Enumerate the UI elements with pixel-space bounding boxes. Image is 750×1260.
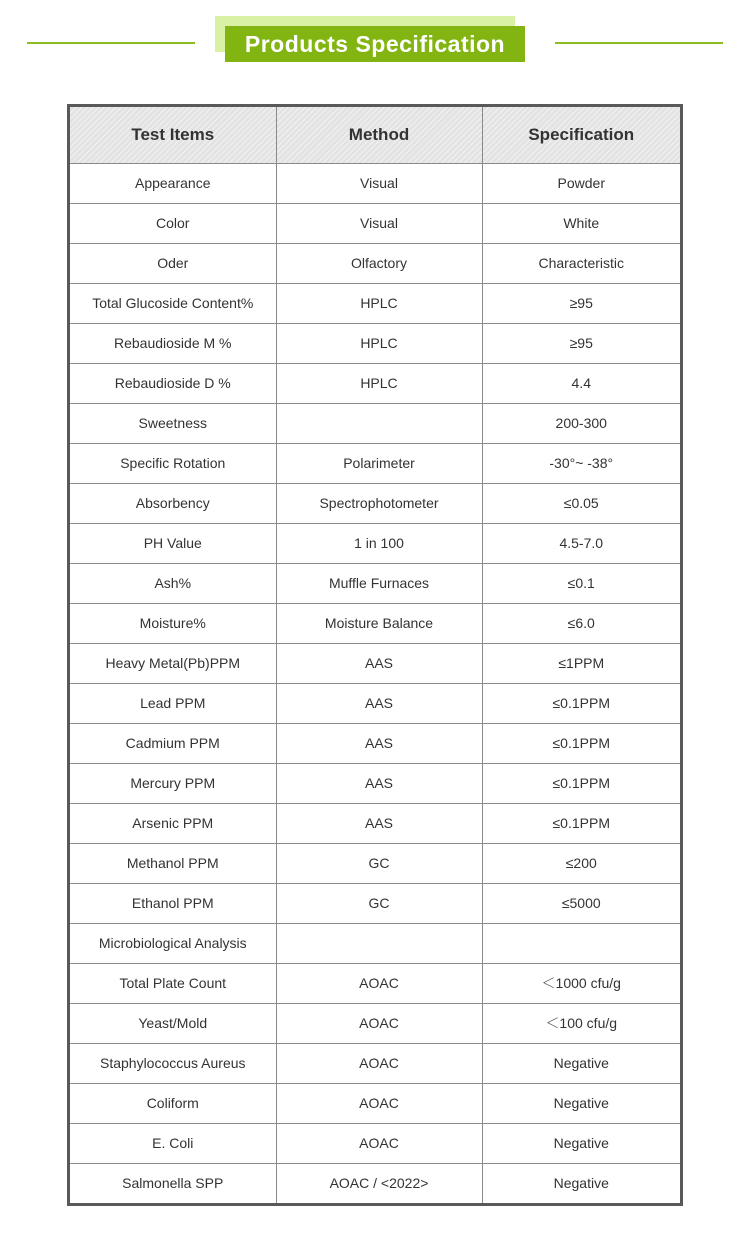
test-item-cell: Rebaudioside D % [70,363,276,403]
method-cell: Polarimeter [276,443,482,483]
method-cell: AOAC [276,1123,482,1163]
table-row [70,1123,680,1163]
table-row [70,563,680,603]
method-cell: Muffle Furnaces [276,563,482,603]
test-item-cell: Heavy Metal(Pb)PPM [70,643,276,683]
test-item-cell: Sweetness [70,403,276,443]
specification-cell: Negative [482,1043,680,1083]
test-item-cell: Ethanol PPM [70,883,276,923]
test-item-cell: Moisture% [70,603,276,643]
specification-cell: ≤200 [482,843,680,883]
table-row [70,443,680,483]
test-item-cell: Ash% [70,563,276,603]
table-row [70,883,680,923]
table-row [70,203,680,243]
test-item-cell: Total Plate Count [70,963,276,1003]
method-cell: Olfactory [276,243,482,283]
test-item-cell: PH Value [70,523,276,563]
method-cell: AAS [276,803,482,843]
specification-cell: ≤0.1PPM [482,723,680,763]
method-cell: AAS [276,763,482,803]
method-cell: AAS [276,683,482,723]
method-cell: GC [276,883,482,923]
table-row [70,803,680,843]
method-cell: Visual [276,203,482,243]
table-row [70,923,680,963]
method-cell: AAS [276,723,482,763]
method-cell: HPLC [276,283,482,323]
specification-cell: 4.4 [482,363,680,403]
table-row [70,963,680,1003]
method-cell: AOAC [276,1043,482,1083]
table-row [70,643,680,683]
test-item-cell: Mercury PPM [70,763,276,803]
table-row [70,483,680,523]
table-row [70,523,680,563]
method-cell: AOAC / <2022> [276,1163,482,1203]
test-item-cell: Appearance [70,163,276,203]
table-row [70,603,680,643]
specification-cell: White [482,203,680,243]
method-cell [276,403,482,443]
specification-cell: Powder [482,163,680,203]
spec-table [70,107,680,1203]
specification-cell [482,923,680,963]
test-item-cell: Staphylococcus Aureus [70,1043,276,1083]
test-item-cell: Color [70,203,276,243]
method-cell: AAS [276,643,482,683]
method-cell: HPLC [276,323,482,363]
header-test-items: Test Items [70,107,276,163]
test-item-cell: Absorbency [70,483,276,523]
method-cell [276,923,482,963]
table-row [70,1083,680,1123]
test-item-cell: Rebaudioside M % [70,323,276,363]
method-cell: GC [276,843,482,883]
header-method: Method [276,107,482,163]
specification-cell: 200-300 [482,403,680,443]
table-row [70,683,680,723]
method-cell: Spectrophotometer [276,483,482,523]
specification-cell: ≤5000 [482,883,680,923]
table-body [70,163,680,1203]
specification-cell: ≥95 [482,323,680,363]
test-item-cell: Microbiological Analysis [70,923,276,963]
test-item-cell: Arsenic PPM [70,803,276,843]
table-row [70,763,680,803]
specification-cell: -30°~ -38° [482,443,680,483]
method-cell: Visual [276,163,482,203]
test-item-cell: Cadmium PPM [70,723,276,763]
test-item-cell: E. Coli [70,1123,276,1163]
table-row [70,323,680,363]
method-cell: AOAC [276,1083,482,1123]
specification-cell: Negative [482,1083,680,1123]
test-item-cell: Lead PPM [70,683,276,723]
test-item-cell: Oder [70,243,276,283]
specification-cell: Characteristic [482,243,680,283]
specification-cell: ≤0.1PPM [482,763,680,803]
spec-table-frame [67,104,683,1206]
table-row [70,843,680,883]
specification-cell: ≤0.1PPM [482,683,680,723]
title-decor-line-right [555,42,723,44]
method-cell: 1 in 100 [276,523,482,563]
specification-cell: ≤6.0 [482,603,680,643]
table-row [70,403,680,443]
method-cell: HPLC [276,363,482,403]
method-cell: AOAC [276,1003,482,1043]
header-specification: Specification [482,107,680,163]
title-banner [215,16,525,62]
method-cell: Moisture Balance [276,603,482,643]
specification-cell: ＜100 cfu/g [482,1003,680,1043]
test-item-cell: Total Glucoside Content% [70,283,276,323]
specification-cell: 4.5-7.0 [482,523,680,563]
test-item-cell: Specific Rotation [70,443,276,483]
table-row [70,1163,680,1203]
table-row [70,163,680,203]
test-item-cell: Yeast/Mold [70,1003,276,1043]
specification-cell: ≤1PPM [482,643,680,683]
test-item-cell: Coliform [70,1083,276,1123]
title-decor-line-left [27,42,195,44]
test-item-cell: Methanol PPM [70,843,276,883]
table-row [70,723,680,763]
specification-cell: ≥95 [482,283,680,323]
specification-cell: Negative [482,1123,680,1163]
specification-cell: ＜1000 cfu/g [482,963,680,1003]
table-row [70,1003,680,1043]
table-row [70,283,680,323]
table-row [70,1043,680,1083]
specification-cell: ≤0.05 [482,483,680,523]
specification-cell: ≤0.1 [482,563,680,603]
page-title: Products Specification [225,26,525,62]
table-row [70,243,680,283]
specification-cell: ≤0.1PPM [482,803,680,843]
specification-cell: Negative [482,1163,680,1203]
table-header-row [70,107,680,163]
table-row [70,363,680,403]
test-item-cell: Salmonella SPP [70,1163,276,1203]
method-cell: AOAC [276,963,482,1003]
